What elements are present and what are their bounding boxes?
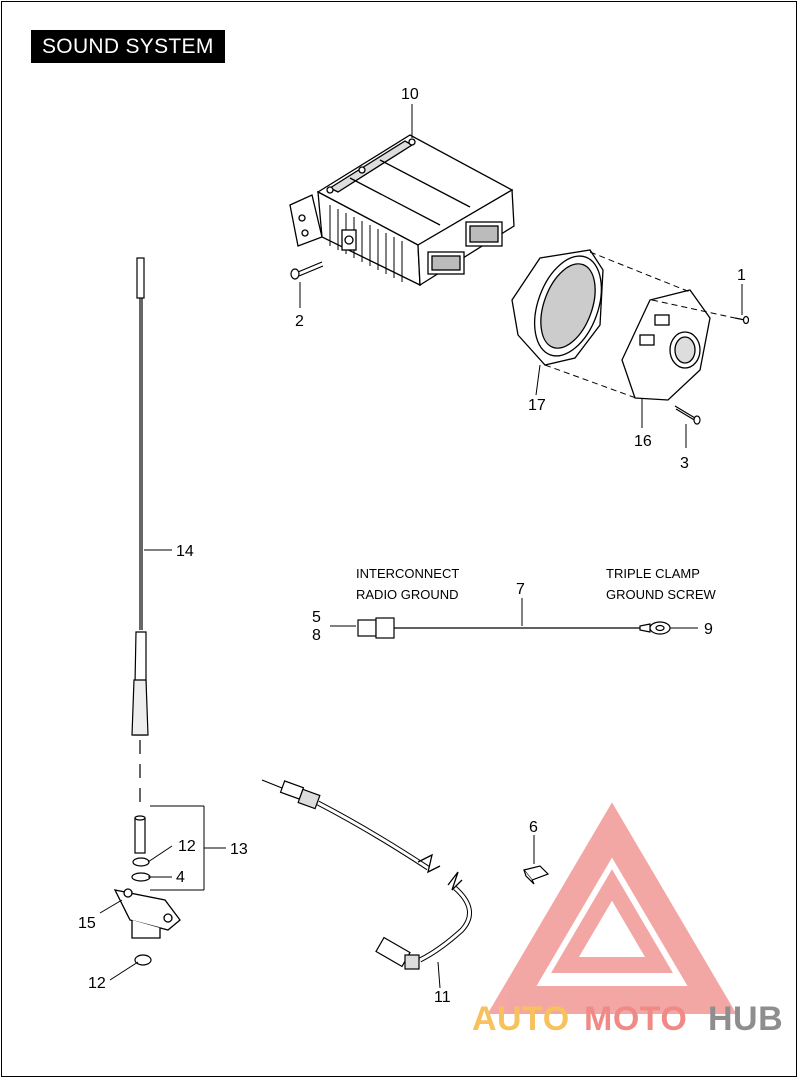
callout-8: 8 xyxy=(312,627,321,644)
screw-item-1 xyxy=(735,317,749,324)
note-triple-clamp: TRIPLE CLAMP xyxy=(606,566,700,581)
screw-item-2 xyxy=(291,262,323,279)
callout-13: 13 xyxy=(230,841,248,858)
page-title: SOUND SYSTEM xyxy=(31,30,225,63)
watermark-moto: MOTO xyxy=(584,1000,688,1038)
antenna-mast xyxy=(132,258,148,735)
watermark-text xyxy=(472,1000,783,1038)
note-interconnect: INTERCONNECT xyxy=(356,566,460,581)
callout-9: 9 xyxy=(704,621,713,638)
callout-12-upper: 12 xyxy=(178,838,196,855)
callout-2: 2 xyxy=(295,313,304,330)
ground-strap-notes xyxy=(356,566,717,602)
watermark-auto: AUTO xyxy=(472,1000,570,1038)
callout-16: 16 xyxy=(634,433,652,450)
callout-4: 4 xyxy=(176,869,185,886)
ground-strap xyxy=(358,618,670,638)
callout-7: 7 xyxy=(516,581,525,598)
callout-6: 6 xyxy=(529,819,538,836)
callout-5: 5 xyxy=(312,609,321,626)
speaker-grille xyxy=(512,247,614,365)
callout-14: 14 xyxy=(176,543,194,560)
callout-15: 15 xyxy=(78,915,96,932)
antenna-cable xyxy=(262,780,470,969)
nut-item-12-lower xyxy=(135,955,151,965)
speaker-unit xyxy=(622,290,710,400)
callout-11: 11 xyxy=(434,989,451,1006)
callout-3: 3 xyxy=(680,455,689,472)
nut-item-12-upper xyxy=(133,858,149,866)
radio-unit xyxy=(290,135,514,285)
callout-17: 17 xyxy=(528,397,546,414)
screw-item-3 xyxy=(675,406,700,424)
watermark-hub: HUB xyxy=(708,1000,784,1038)
note-radio-ground: RADIO GROUND xyxy=(356,587,459,602)
watermark-logo xyxy=(512,830,712,1000)
callout-12-lower: 12 xyxy=(88,975,106,992)
note-ground-screw: GROUND SCREW xyxy=(606,587,716,602)
washer-item-4 xyxy=(132,873,150,881)
callout-10: 10 xyxy=(401,86,419,103)
antenna-stud xyxy=(135,816,145,853)
antenna-bracket xyxy=(115,889,180,938)
callout-1: 1 xyxy=(737,267,746,284)
fuse-item-6 xyxy=(524,866,548,884)
